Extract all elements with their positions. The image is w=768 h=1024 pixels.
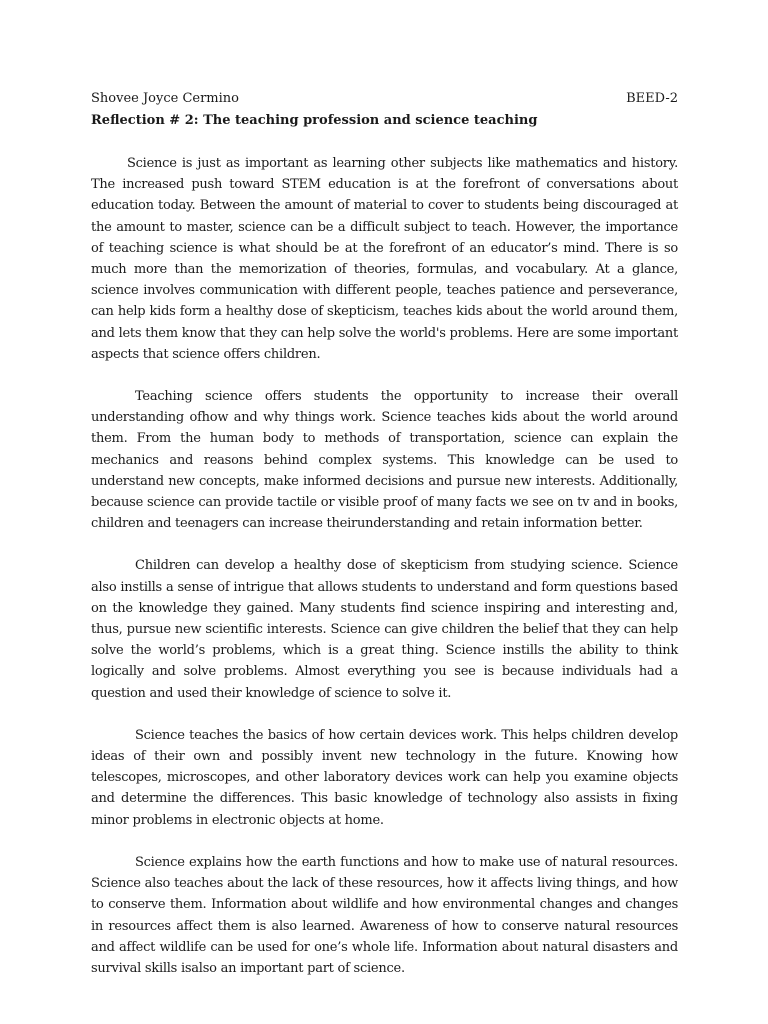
document-title: Reflection # 2: The teaching profession and science teaching bbox=[91, 113, 538, 128]
paragraph-intro: Science is just as important as learning other subjects like mathematics and history. The increased push toward STEM education is at the forefront of conversations about education today. Between the amount of material to cover to students being discouraged at the amount to master, science can be a difficult subject to teach. However, the importance of teaching science is what should be at the forefront of an educator’s mind. There is so much more than the memorization of theories, formulas, and vocabulary. At a glance, science involves communication with different people, teaches patience and perseverance, can help kids form a healthy dose of skepticism, teaches kids about the world around them, and lets them know that they can help solve the world's problems. Here are some important aspects that science offers children. bbox=[91, 156, 678, 362]
paragraph-understanding: Teaching science offers students the opportunity to increase their overall understanding ofhow and why things work. Science teaches kids about the world around them. From the human body to methods of transportation, science can explain the mechanics and reasons behind complex systems. This knowledge can be used to understand new concepts, make informed decisions and pursue new interests. Additionally, because science can provide tactile or visible proof of many facts we see on tv and in books, children and teenagers can increase theirunderstanding and retain information better. bbox=[91, 389, 678, 532]
document-body bbox=[91, 153, 678, 979]
author-name: Shovee Joyce Cermino bbox=[91, 91, 239, 106]
header-row bbox=[91, 88, 678, 110]
document-page bbox=[91, 88, 678, 1000]
paragraph-skepticism: Children can develop a healthy dose of skepticism from studying science. Science also instills a sense of intrigue that allows students to understand and form questions based on the knowledge they gained. Many students find science inspiring and interesting and, thus, pursue new scientific interests. Science can give children the belief that they can help solve the world’s problems, which is a great thing. Science instills the ability to think logically and solve problems. Almost everything you see is because individuals had a question and used their knowledge of science to solve it. bbox=[91, 558, 678, 701]
paragraph-devices: Science teaches the basics of how certain devices work. This helps children develop ideas of their own and possibly invent new technology in the future. Knowing how telescopes, microscopes, and other laboratory devices work can help you examine objects and determine the differences. This basic knowledge of technology also assists in fixing minor problems in electronic objects at home. bbox=[91, 727, 678, 828]
paragraph-earth: Science explains how the earth functions and how to make use of natural resources. Science also teaches about the lack of these resources, how it affects living things, and how to conserve them. Information about wildlife and how environmental changes and changes in resources affect them is also learned. Awareness of how to conserve natural resources and affect wildlife can be used for one’s whole life. Information about natural disasters and survival skills isalso an important part of science. bbox=[91, 854, 678, 976]
section-code: BEED-2 bbox=[626, 91, 678, 106]
